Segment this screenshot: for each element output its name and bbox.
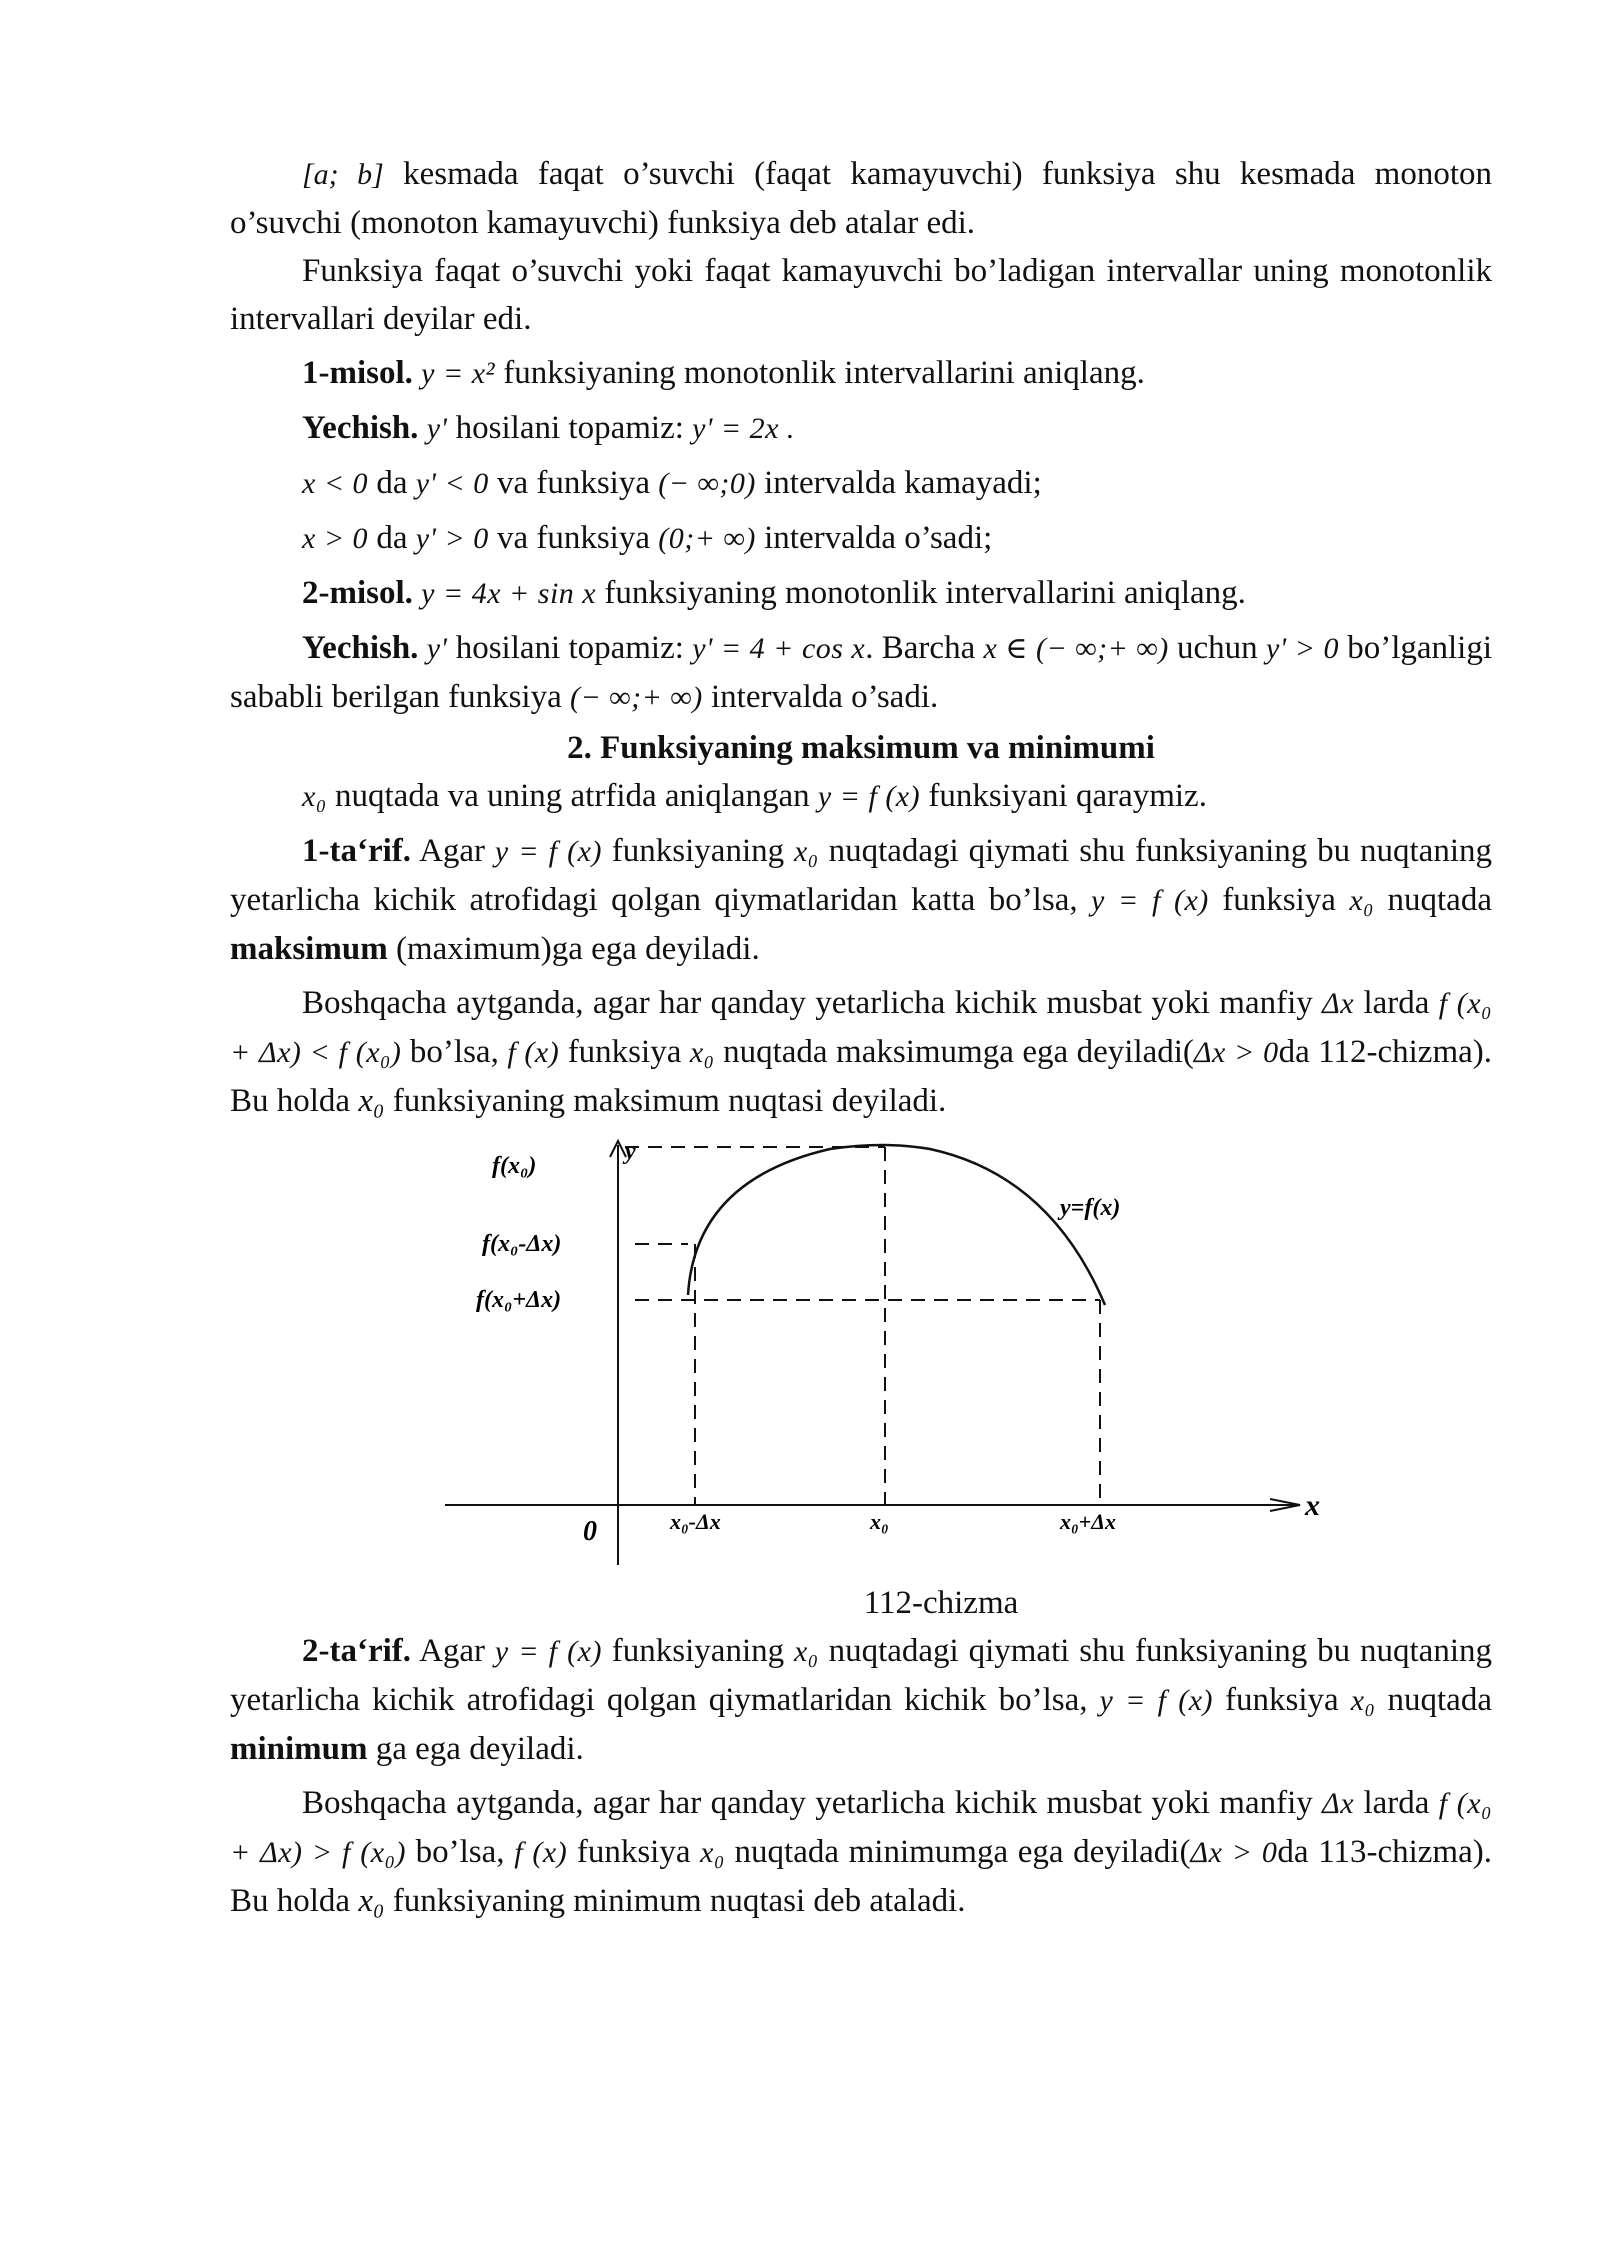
formula: x ∈ (− ∞;+ ∞) [983, 632, 1169, 665]
text: funksiyaning [601, 833, 794, 869]
text: . Barcha [865, 630, 984, 666]
definition-label: 1-ta‘rif. [302, 833, 412, 869]
text: intervalda o’sadi; [755, 520, 993, 556]
text: funksiya [1208, 882, 1350, 918]
formula: x₀ [358, 1883, 385, 1919]
text: nuqtada [1375, 1682, 1492, 1718]
text: bo’lganligi sababli berilgan funksiya [230, 630, 1493, 715]
text: da 112-chizma). Bu holda [230, 1034, 1492, 1119]
section-title: 2. Funksiyaning maksimum va minimumi [567, 730, 1155, 766]
formula: f (x) [514, 1836, 568, 1869]
formula: y = f (x) [1099, 1684, 1214, 1717]
example-1-formula: y = x² [421, 357, 496, 390]
y-axis-label: y [625, 1139, 636, 1165]
text: larda [1354, 1785, 1439, 1821]
text: va funksiya [488, 520, 659, 556]
text: funksiyaning [601, 1633, 794, 1669]
solution-variable: y' [426, 412, 448, 445]
intro-paragraph [230, 772, 1492, 821]
solution-label: Yechish. [302, 410, 419, 446]
text: (maximum)ga ega deyiladi. [387, 931, 760, 967]
text: Boshqacha aytganda, agar har qanday yetarlicha kichik musbat yoki manfiy [302, 985, 1323, 1021]
curve-label: y=f(x) [1060, 1195, 1121, 1221]
term-minimum: minimum [230, 1731, 368, 1767]
solution-text: hosilani topamiz: [447, 410, 693, 446]
example-1-case-positive [230, 514, 1492, 563]
figure-112 [230, 1135, 1492, 1575]
text: funksiya [1213, 1682, 1351, 1718]
formula: Δx [1322, 987, 1355, 1020]
text: nuqtada minimumga ega deyiladi( [724, 1834, 1191, 1870]
formula: (0;+ ∞) [658, 522, 756, 555]
definition-2 [230, 1627, 1492, 1773]
text: intervalda kamayadi; [755, 465, 1042, 501]
formula: x₀ [358, 1083, 385, 1119]
example-2-label: 2-misol. [302, 575, 413, 611]
solution-label: Yechish. [302, 630, 419, 666]
formula: f (x) [507, 1036, 560, 1069]
guide-lines [625, 1147, 1100, 1505]
formula: y = f (x) [494, 835, 602, 868]
text: nuqtadagi qiymati shu funksiyaning bu nuqtaning yetarlicha kichik atrofidagi qolgan qiymatlaridan kichik bo’lsa, [230, 1633, 1492, 1718]
text: nuqtada [1374, 882, 1492, 918]
paragraph-monotonic-definition [230, 150, 1492, 247]
text: Agar [411, 1633, 495, 1669]
formula: Δx > 0 [1193, 1036, 1279, 1069]
text: da [368, 465, 416, 501]
formula: y = f (x) [1091, 884, 1209, 917]
x-axis-label: x [1305, 1489, 1320, 1522]
text: funksiyaning minimum nuqtasi deb ataladi. [384, 1883, 966, 1919]
formula: y' < 0 [415, 467, 489, 500]
formula: (− ∞;0) [658, 467, 756, 500]
text: nuqtadagi qiymati shu funksiyaning bu nuqtaning yetarlicha kichik atrofidagi qolgan qiymatlaridan katta bo’lsa, [230, 833, 1492, 918]
interval-formula: [a; b] [302, 158, 384, 191]
text: bo’lsa, [406, 1834, 515, 1870]
page-content [230, 150, 1492, 1925]
origin-label: 0 [583, 1516, 597, 1547]
formula: y' > 0 [1265, 632, 1339, 665]
formula: x₀ [1350, 1684, 1376, 1717]
text: va funksiya [488, 465, 659, 501]
example-1 [230, 349, 1492, 398]
formula: x > 0 [302, 522, 369, 555]
text: nuqtada maksimumga ega deyiladi( [714, 1034, 1194, 1070]
text: larda [1354, 985, 1439, 1021]
label-fx0: f(x₀) [492, 1153, 537, 1179]
formula: f (x₀ + Δx) < f (x₀) [230, 987, 1492, 1069]
solution-formula: y' = 2x . [692, 412, 795, 445]
example-1-label: 1-misol. [302, 355, 413, 391]
formula: x₀ [302, 780, 327, 813]
formula: x₀ [689, 1036, 715, 1069]
example-1-case-negative [230, 459, 1492, 508]
definition-2-alt [230, 1779, 1492, 1925]
example-2-formula: y = 4x + sin x [421, 577, 597, 610]
label-fx0-plus: f(x₀+Δx) [476, 1287, 562, 1313]
text: intervalda o’sadi. [702, 679, 939, 715]
formula: x₀ [1349, 884, 1375, 917]
text: da [368, 520, 416, 556]
text: funksiya [559, 1034, 690, 1070]
formula: x₀ [700, 1836, 725, 1869]
formula: x < 0 [302, 467, 369, 500]
text: funksiyani qaraymiz. [920, 778, 1207, 814]
tick-x0-minus: x₀-Δx [670, 1509, 721, 1534]
tick-x0: x₀ [870, 1509, 889, 1534]
formula: y' [426, 632, 448, 665]
text: Boshqacha aytganda, agar har qanday yetarlicha kichik musbat yoki manfiy [302, 1785, 1323, 1821]
definition-1-alt [230, 979, 1492, 1125]
text: da 113-chizma). Bu holda [230, 1834, 1492, 1919]
formula: y' = 4 + cos x [692, 632, 866, 665]
formula: Δx > 0 [1190, 1836, 1278, 1869]
text: ga ega deyiladi. [367, 1731, 584, 1767]
formula: y' > 0 [415, 522, 489, 555]
paragraph-monotonic-intervals: Funksiya faqat o’suvchi yoki faqat kamayuvchi bo’ladigan intervallar uning monotonlik intervallari deyilar edi. [230, 253, 1492, 337]
example-2-text: funksiyaning monotonlik intervallarini aniqlang. [596, 575, 1246, 611]
function-curve [688, 1145, 1105, 1305]
text: bo’lsa, [401, 1034, 508, 1070]
definition-1 [230, 827, 1492, 973]
formula: f (x₀ + Δx) > f (x₀) [230, 1787, 1492, 1869]
paragraph-text: kesmada faqat o’suvchi (faqat kamayuvchi) funksiya shu kesmada monoton o’suvchi (monoton kamayuvchi) funksiya deb atalar edi. [230, 156, 1492, 241]
example-1-text: funksiyaning monotonlik intervallarini aniqlang. [495, 355, 1145, 391]
formula: x₀ [793, 1635, 819, 1668]
formula: y = f (x) [494, 1635, 602, 1668]
text: nuqtada va uning atrfida aniqlangan [326, 778, 818, 814]
formula: Δx [1322, 1787, 1355, 1820]
text: Agar [411, 833, 495, 869]
text: hosilani topamiz: [447, 630, 693, 666]
term-maximum: maksimum [230, 931, 388, 967]
maximum-diagram [230, 1135, 1492, 1575]
definition-label: 2-ta‘rif. [302, 1633, 412, 1669]
example-1-solution [230, 404, 1492, 453]
example-2 [230, 569, 1492, 618]
text: funksiyaning maksimum nuqtasi deyiladi. [384, 1083, 947, 1119]
label-fx0-minus: f(x₀-Δx) [482, 1231, 562, 1257]
tick-x0-plus: x₀+Δx [1060, 1509, 1116, 1534]
example-2-solution [230, 624, 1492, 722]
text: uchun [1168, 630, 1266, 666]
figure-caption: 112-chizma [863, 1585, 1019, 1621]
text: funksiya [567, 1834, 701, 1870]
formula: (− ∞;+ ∞) [570, 681, 703, 714]
formula: y = f (x) [817, 780, 921, 813]
formula: x₀ [793, 835, 819, 868]
